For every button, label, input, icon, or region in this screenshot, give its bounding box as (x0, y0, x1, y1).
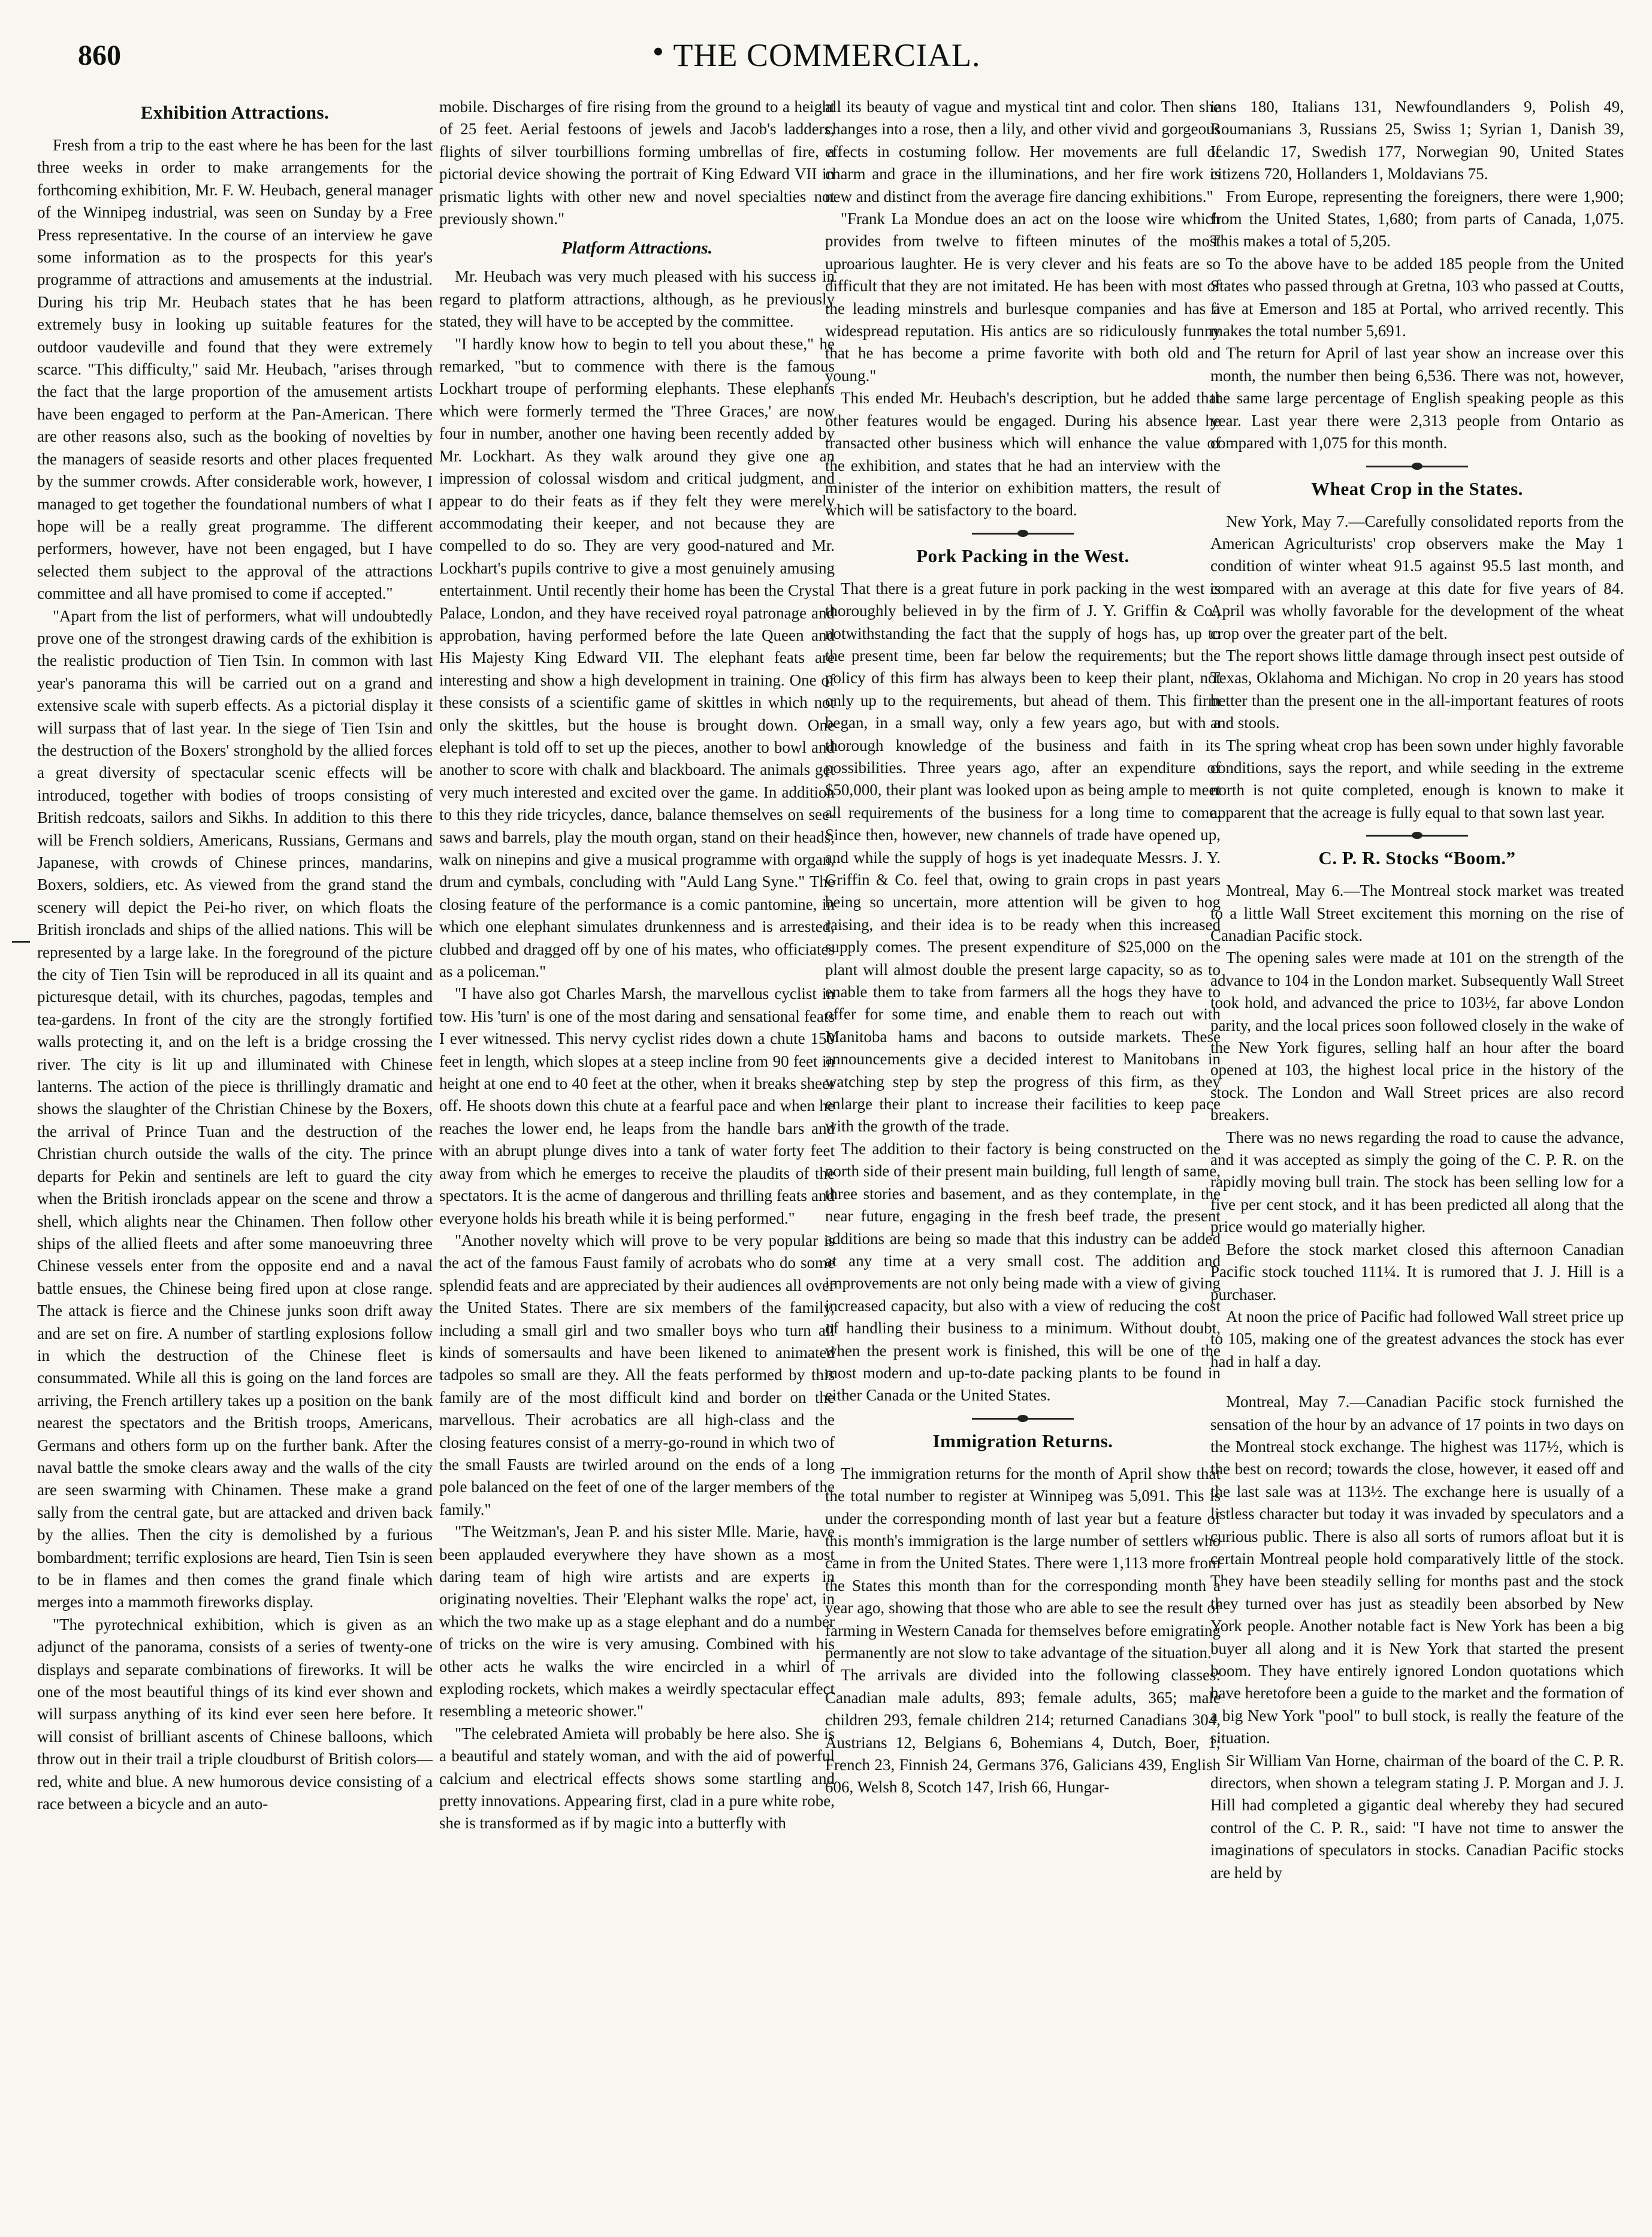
page-number: 860 (78, 40, 121, 71)
section-divider (972, 1418, 1074, 1420)
paragraph: "Another novelty which will prove to be very popular is the act of the famous Faust family of acrobats who do some splendid feats and are appreciated by their audiences all over the United States. There are six members of the family, including a small girl and two smaller boys who turn all kinds of somersaults and have been likened to animated tadpoles so small are they. All the feats performed by this family are of the most difficult kind and border on the marvellous. Their acrobatics are all high-class and the closing features consist of a merry-go-round in which two of the small Fausts are twirled around on the ends of a long pole balanced on the feet of one of the larger members of the family." (439, 1231, 835, 1518)
paragraph: Mr. Heubach was very much pleased with his success in regard to platform attractions, although, as he previously stated, they will have to be accepted by the committee. (439, 267, 835, 331)
paragraph: all its beauty of vague and mystical tint and color. Then she changes into a rose, then a lily, and other vivid and gorgeous effects in costuming follow. Her movements are full of charm and grace in the illuminations, and her fire work is new and distinct from the average fire dancing exhibitions." (825, 98, 1221, 206)
page-header (36, 33, 1618, 81)
paragraph: "I have also got Charles Marsh, the marvellous cyclist in tow. His 'turn' is one of the most daring and sensational feats I ever witnessed. This nervy cyclist rides down a chute 150 feet in length, which slopes at a steep incline from 90 feet in height at one end to 40 feet at the other, when it breaks sheer off. He shoots down this chute at a fearful pace and when he reaches the lower end, he leaps from the handle bars and with an abrupt plunge dives into a tank of water forty feet away from which he emerges to receive the plaudits of the spectators. It is the acme of dangerous and thrilling feats and everyone holds his breath while it is being performed." (439, 985, 835, 1227)
paragraph: "The Weitzman's, Jean P. and his sister Mlle. Marie, have been applauded everywhere they have shown as a most daring team of high wire artists and are experts in originating novelties. Their 'Elephant walks the rope' act, in which the two make up as a stage elephant and do a number of tricks on the wire is very amusing. Combined with his other acts he walks the wire encircled in a whirl of exploding rockets, which makes a weirdly spectacular effect resembling a meteoric shower." (439, 1523, 835, 1720)
paragraph: Before the stock market closed this afternoon Canadian Pacific stock touched 111¼. It is rumored that J. J. Hill is a purchaser. (1210, 1240, 1624, 1303)
header-bullet: • (653, 36, 663, 68)
paragraph: The opening sales were made at 101 on the strength of the advance to 104 in the London market. Subsequently Wall Street took hold, and advanced the price to 103½, far above London parity, and the local prices soon followed closely in the wake of the New York figures, selling half an hour after the board opened at 103, the highest local price in the history of the stock. The London and Wall Street prices are also record breakers. (1210, 949, 1624, 1124)
column-4 (1210, 96, 1624, 2205)
paragraph: To the above have to be added 185 people from the United States who passed through at Gretna, 103 who passed at Coutts, five at Emerson and 185 at Portal, who arrived recently. This makes the total number 5,691. (1210, 254, 1624, 340)
paragraph: At noon the price of Pacific had followed Wall street price up to 105, making one of the greatest advances the stock has ever had in half a day. (1210, 1307, 1624, 1370)
paragraph: Fresh from a trip to the east where he has been for the last three weeks in order to make arrangements for the forthcoming exhibition, Mr. F. W. Heubach, general manager of the Winnipeg industrial, was seen on Sunday by a Free Press representative. In the course of an interview he gave some information as to the prospects for this year's programme of attractions and amusements at the industrial. During his trip Mr. Heubach states that he has been extremely busy in looking up suitable features for the outdoor vaudeville and found that they were extremely scarce. "This difficulty," said Mr. Heubach, "arises through the fact that the large proportion of the amusement artists have been engaged to perform at the Pan-American. There are other reasons also, such as the booking of novelties by the managers of seaside resorts and other places frequented by the summer crowds. After considerable work, however, I managed to get together the foundational numbers of what I hope will be a really great programme. The different performers, however, have not been engaged, but I have selected them subject to the approval of the attractions committee and all have promised to come if accepted." (37, 136, 433, 603)
column-1 (37, 96, 433, 2205)
paragraph: The report shows little damage through insect pest outside of Texas, Oklahoma and Michigan. No crop in 20 years has stood better than the present one in the all-important features of roots and stools. (1210, 646, 1624, 732)
section-divider (1366, 466, 1468, 467)
paragraph: "Apart from the list of performers, what will undoubtedly prove one of the strongest drawing cards of the exhibition is the realistic production of Tien Tsin. In common with last year's panorama this will be carried out on a grand and extensive scale with superb effects. As a pictorial display it will surpass that of last year. In the siege of Tien Tsin and the destruction of the Boxers' stronghold by the allied forces a great diversity of spectacular scenic effects will be introduced, together with bodies of troops consisting of British redcoats, sailors and Sikhs. In addition to this there will be French soldiers, Americans, Russians, Germans and Japanese, with crowds of Chinese princes, mandarins, Boxers, soldiers, etc. As viewed from the grand stand the scenery will depict the Pei-ho river, on which floats the British ironclads and ships of the allied nations. This will be represented by a large lake. In the foreground of the picture the city of Tien Tsin will be reproduced in all its quaint and picturesque detail, with its churches, pagodas, temples and tea-gardens. In front of the city are the strongly fortified walls protecting it, and on the left is a bridge crossing the river. The city is lit up and illuminated with Chinese lanterns. The action of the piece is thrillingly dramatic and shows the slaughter of the Christian Chinese by the Boxers, the arrival of Prince Tuan and the destruction of the Christian church outside the walls of the city. The prince departs for Pekin and sentinels are left to guard the city when the British ironclads appear on the scene and throw a shell, which alights near the Chinamen. Then follow other ships of the allied fleets and after some manoeuvring three Chinese vessels enter from the opposite end and a naval battle ensues, the Chinese being fired upon at close range. The attack is fierce and the Chinese junks soon drift away and are set on fire. A number of startling explosions follow in which the destruction of the Chinese fleet is consummated. While all this is going on the land forces are arriving, the French artillery takes up a position on the bank nearest the spectators and the British troops, Americans, Germans and others form up on the further bank. After the naval battle the smoke clears away and the walls of the city are seen swarming with Chinamen. These make a grand sally from the central gate, but are attacked and driven back by the allies. Then the city is demolished by a furious bombardment; terrific explosions are heard, Tien Tsin is seen to be in flames and then comes the grand finale which merges into a mammoth fireworks display. (37, 606, 433, 1611)
article-heading-cpr-stocks: C. P. R. Stocks “Boom.” (1318, 847, 1516, 869)
paragraph: Sir William Van Horne, chairman of the board of the C. P. R. directors, when shown a telegram stating J. P. Morgan and J. J. Hill had completed a gigantic deal whereby they had secured control of the C. P. R., said: "I have not time to answer the imaginations of speculators in stocks. Canadian Pacific stocks are held by (1210, 1751, 1624, 1882)
paragraph: Montreal, May 7.—Canadian Pacific stock furnished the sensation of the hour by an advance of 17 points in two days on the Montreal stock exchange. The highest was 117½, which is the best on record; towards the close, however, it eased off and the last sale was at 113½. The exchange here is usually of a listless character but today it was invaded by speculators and a curious public. There is also all sorts of rumors afloat but it is certain Montreal people hold comparatively little of the stock. They have been steadily selling for months past and the stock they turned over has just as steadily been absorbed by New York people. Another notable fact is New York has been a big buyer all along and it is New York that started the present boom. They have entirely ignored London quotations which have heretofore been a guide to the market and the formation of a big New York "pool" to bull stock, is really the feature of the situation. (1210, 1393, 1624, 1747)
paragraph: Montreal, May 6.—The Montreal stock market was treated to a little Wall Street excitement this morning on the rise of Canadian Pacific stock. (1210, 881, 1624, 944)
paragraph: This ended Mr. Heubach's description, but he added that other features would be engaged. During his absence he transacted other business which will enhance the value of the exhibition, and states that he had an interview with the minister of the interior on exhibition matters, the result of which will be satisfactory to the board. (825, 389, 1221, 520)
publication-title: THE COMMERCIAL. (673, 37, 981, 73)
paragraph: ians 180, Italians 131, Newfoundlanders 9, Polish 49, Roumanians 3, Russians 25, Swiss 1; Syrian 1, Danish 39, Icelandic 17, Swedish 177, Norwegian 90, United States citizens 720, Hollanders 1, Moldavians 75. (1210, 98, 1624, 183)
paragraph: From Europe, representing the foreigners, there were 1,900; from the United States, 1,680; from parts of Canada, 1,075. This makes a total of 5,205. (1210, 187, 1624, 250)
margin-mark (12, 941, 30, 943)
paragraph: "The celebrated Amieta will probably be here also. She is a beautiful and stately woman, and with the aid of powerful calcium and electrical effects shows some startling and pretty innovations. Appearing first, clad in a pure white robe, she is transformed as if by magic into a butterfly with (439, 1724, 835, 1833)
article-heading-pork-packing: Pork Packing in the West. (916, 545, 1129, 566)
paragraph: "I hardly know how to begin to tell you about these," he remarked, "but to commence with there is the famous Lockhart troupe of performing elephants. These elephants which were formerly termed the 'Three Graces,' are now four in number, another one having been recently added by Mr. Lockhart. As they walk around they give one an impression of colossal wisdom and critical judgment, and appear to do their feats as if they felt they were merely accommodating their keeper, and not because they are compelled to do so. They are very good-natured and Mr. Lockhart's pupils contrive to give a most genuinely amusing entertainment. Until recently their home has been the Crystal Palace, London, and they have received royal patronage and approbation, having performed before the late Queen and His Majesty King Edward VII. The elephant feats are interesting and show a high development in training. One of these consists of a scientific game of skittles in which not only the skittles, but the house is brought down. One elephant is told off to set up the pieces, another to bowl and another to score with chalk and blackboard. The animals get very much interested and excited over the game. In addition to this they ride tricycles, dance, balance themselves on see-saws and barrels, play the mouth organ, stand on their heads, walk on ninepins and give a musical programme with organ, drum and cymbals, concluding with "Auld Lang Syne." The closing feature of the performance is a comic pantomine, in which one elephant simulates drunkenness and is arrested, clubbed and dragged off by one of his mates, who officiates as a policeman." (439, 334, 835, 981)
section-divider (972, 533, 1074, 535)
column-3 (825, 96, 1221, 2205)
paragraph: There was no news regarding the road to cause the advance, and it was accepted as simply the going of the C. P. R. on the rapidly moving bull train. The stock has been selling low for a five per cent stock, and it has been predicted all along that the price would go materially higher. (1210, 1128, 1624, 1236)
section-divider (1366, 835, 1468, 837)
column-2 (439, 96, 835, 2205)
paragraph: The immigration returns for the month of April show that the total number to register at Winnipeg was 5,091. This is under the corresponding month of last year but a feature of this month's immigration is the large number of settlers who came in from the United States. There were 1,113 more from the States this month than for the corresponding month a year ago, showing that those who are able to see the result of farming in Western Canada for themselves before emigrating permanently are not slow to take advantage of the situation. (825, 1464, 1221, 1662)
article-heading-wheat-crop: Wheat Crop in the States. (1311, 478, 1523, 499)
paragraph: The addition to their factory is being constructed on the north side of their present main building, full length of same, three stories and basement, and as they contemplate, in the near future, engaging in the fresh beef trade, the present additions are being so made that this industry can be added at any time at a very small cost. The addition and improvements are not only being made with a view of giving increased capacity, but also with a view of reducing the cost of handling their business to a minimum. Without doubt, when the present work is finished, this will be one of the most modern and up-to-date packing plants to be found in either Canada or the United States. (825, 1139, 1221, 1405)
paragraph: The return for April of last year show an increase over this month, the number then being 6,536. There was not, however, the same large percentage of English speaking people as this year. Last year there were 2,313 people from Ontario as compared with 1,075 for this month. (1210, 344, 1624, 452)
paragraph: New York, May 7.—Carefully consolidated reports from the American Agriculturists' crop observers make the May 1 condition of winter wheat 91.5 against 95.5 last month, and compared with an average at this date for five years of 84. April was wholly favorable for the development of the wheat crop over the greater part of the belt. (1210, 512, 1624, 642)
paragraph: The spring wheat crop has been sown under highly favorable conditions, says the report, and while seeding in the extreme north is not quite completed, enough is known to make it apparent that the acreage is fully equal to that sown last year. (1210, 736, 1624, 822)
article-heading-exhibition: Exhibition Attractions. (140, 102, 330, 123)
subheading-platform: Platform Attractions. (561, 239, 712, 258)
paragraph: The arrivals are divided into the following classes: Canadian male adults, 893; female adults, 365; male children 293, female children 214; returned Canadians 304, Austrians 12, Belgians 6, Bohemians 4, Dutch, Boer, 1; French 23, Finnish 24, Germans 376, Galicians 439, English 606, Welsh 8, Scotch 147, Irish 66, Hungar- (825, 1666, 1221, 1797)
article-heading-immigration: Immigration Returns. (932, 1430, 1113, 1451)
paragraph: "Frank La Mondue does an act on the loose wire which provides from twelve to fifteen minutes of the most uproarious laughter. He is very clever and his feats are so difficult that they are not imitated. He has been with most of the leading minstrels and burlesque companies and has a widespread reputation. His antics are so ridiculously funny that he has become a prime favorite with both old and young." (825, 210, 1221, 385)
paragraph: That there is a great future in pork packing in the west is thoroughly believed in by the firm of J. Y. Griffin & Co., notwithstanding the fact that the supply of hogs has, up to the present time, been far below the requirements; but the policy of this firm has always been to keep their plant, not only up to the requirements, but ahead of them. This firm began, in a small way, only a few years ago, but with a thorough knowledge of the business and faith in its possibilities. Three years ago, after an expenditure of $50,000, their plant was looked upon as being ample to meet all requirements of the business for a long time to come. Since then, however, new channels of trade have opened up, and while the supply of hogs is yet inadequate Messrs. J. Y. Griffin & Co. feel that, owing to grain crops in past years being so uncertain, more attention will be given to hog raising, and their idea is to be ready when this increased supply comes. The present expenditure of $25,000 on the plant will almost double the present large capacity, so as to enable them to take from farmers all the hogs they have to offer for some time, and enable them to reach out with Manitoba hams and bacons to outside markets. These announcements give a decided interest to Manitobans in watching step by step the progress of this firm, as they enlarge their plant to increase their facilities to keep pace with the growth of the trade. (825, 579, 1221, 1136)
paragraph: "The pyrotechnical exhibition, which is given as an adjunct of the panorama, consists of a series of twenty-one displays and separate combinations of fireworks. It will be one of the most beautiful things of its kind ever shown and will surpass anything of its kind ever seen here before. It will consist of brilliant ascents of Chinese balloons, which throw out in their trail a triple cloudburst of British colors—red, white and blue. A new humorous device consisting of a race between a bicycle and an auto- (37, 1615, 433, 1813)
paragraph: mobile. Discharges of fire rising from the ground to a height of 25 feet. Aerial festoons of jewels and Jacob's ladders, flights of silver tourbillions forming umbrellas of fire, a pictorial device showing the portrait of King Edward VII in prismatic lights with other new and novel specialties not previously shown." (439, 98, 835, 228)
